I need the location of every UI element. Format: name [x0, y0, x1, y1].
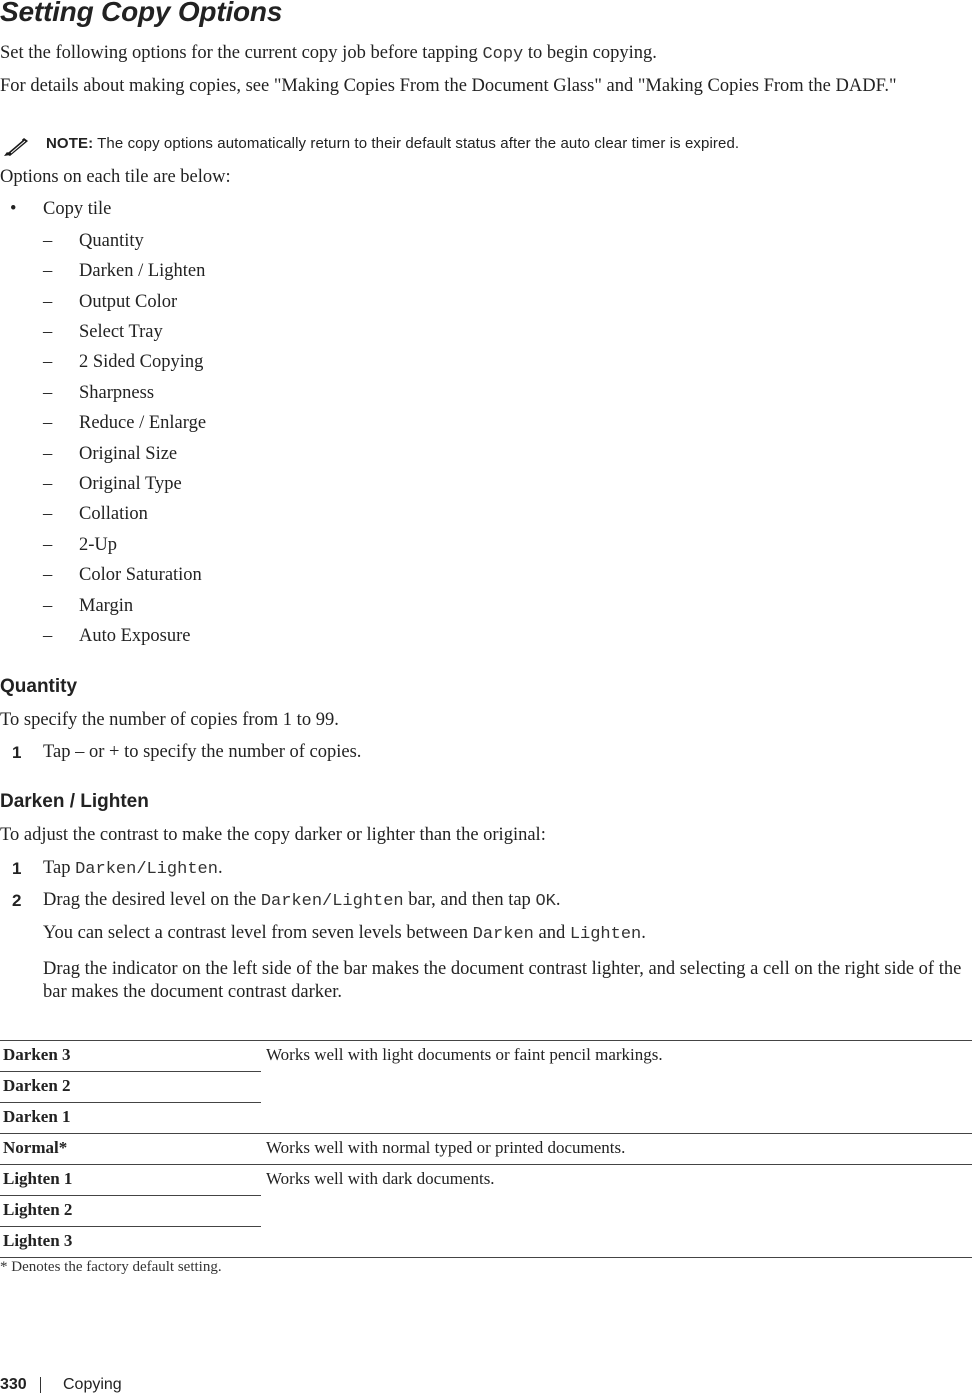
level-cell: Darken 3 [0, 1041, 261, 1072]
intro-text-pre: Set the following options for the current copy job before tapping [0, 43, 483, 63]
copy-keyword: Copy [482, 45, 524, 64]
copy-tile-label: Copy tile [43, 199, 112, 219]
description-cell: Works well with normal typed or printed documents. [261, 1134, 972, 1165]
details-paragraph: For details about making copies, see "Making Copies From the Document Glass" and "Making Copies From the DADF." [0, 76, 897, 96]
options-intro: Options on each tile are below: [0, 167, 231, 187]
description-cell: Works well with light documents or faint pencil markings. [261, 1041, 972, 1134]
note-label: NOTE: [46, 135, 94, 152]
step-number: 1 [12, 743, 22, 762]
list-item: – Original Size [43, 444, 178, 464]
table-row [0, 1041, 972, 1072]
table-row [0, 1165, 972, 1196]
table-row [0, 1134, 972, 1165]
intro-paragraph [0, 42, 657, 66]
level-cell: Darken 1 [0, 1103, 261, 1134]
footer-divider [40, 1377, 41, 1393]
list-item: – Margin [43, 596, 134, 616]
page-number: 330 [0, 1376, 27, 1393]
step-text: Drag the desired level on the Darken/Lighten bar, and then tap OK. [43, 890, 561, 911]
step-number: 2 [12, 891, 22, 910]
list-item: – Reduce / Enlarge [43, 413, 207, 433]
quantity-description: To specify the number of copies from 1 to 99. [0, 710, 339, 730]
pencil-note-icon [2, 135, 30, 157]
darken-keyword: Darken [472, 925, 534, 944]
darken-lighten-keyword: Darken/Lighten [75, 860, 218, 879]
list-item: – Original Type [43, 474, 182, 494]
lighten-keyword: Lighten [569, 925, 642, 944]
darken-lighten-keyword: Darken/Lighten [260, 892, 404, 911]
intro-text-post: to begin copying. [523, 43, 657, 63]
contrast-level-table [0, 1040, 972, 1258]
list-item: – Auto Exposure [43, 626, 191, 646]
level-cell: Normal* [0, 1134, 261, 1165]
table-footnote: * Denotes the factory default setting. [0, 1259, 222, 1275]
bullet-dot: • [10, 199, 17, 219]
quantity-heading: Quantity [0, 676, 78, 697]
step-number: 1 [12, 859, 22, 878]
chapter-name: Copying [63, 1376, 122, 1393]
list-item: – 2-Up [43, 535, 118, 555]
list-item: – Sharpness [43, 383, 155, 403]
step-text: Tap Darken/Lighten. [43, 858, 223, 879]
list-item: – Color Saturation [43, 565, 202, 585]
description-cell: Works well with dark documents. [261, 1165, 972, 1258]
note-text [46, 135, 739, 152]
darken-lighten-heading: Darken / Lighten [0, 791, 149, 812]
page-title: Setting Copy Options [0, 0, 283, 27]
list-item: – 2 Sided Copying [43, 352, 204, 372]
step-text: Tap – or + to specify the number of copies. [43, 742, 362, 762]
level-cell: Lighten 1 [0, 1165, 261, 1196]
level-cell: Lighten 3 [0, 1227, 261, 1258]
list-item: – Collation [43, 504, 148, 524]
list-item: – Output Color [43, 292, 178, 312]
list-item: – Select Tray [43, 322, 163, 342]
list-item: – Quantity [43, 231, 144, 251]
ok-keyword: OK [535, 892, 556, 911]
darken-description: To adjust the contrast to make the copy darker or lighter than the original: [0, 825, 546, 845]
level-cell: Darken 2 [0, 1072, 261, 1103]
list-item: – Darken / Lighten [43, 261, 206, 281]
note-body: The copy options automatically return to their default status after the auto clear timer is expired. [93, 135, 740, 152]
note-box [0, 133, 972, 159]
level-cell: Lighten 2 [0, 1196, 261, 1227]
